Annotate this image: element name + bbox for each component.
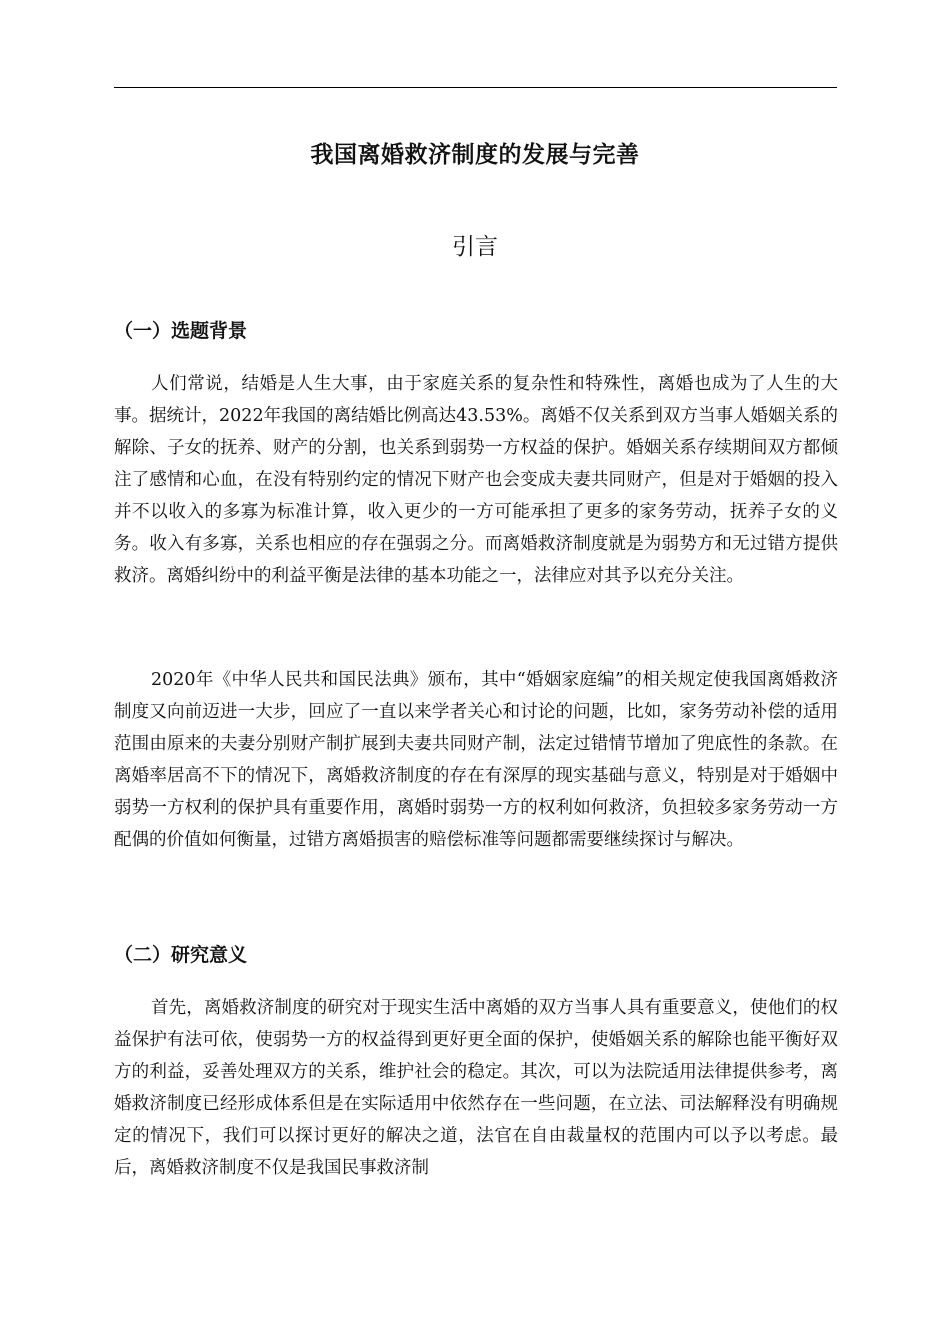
section-heading-background: （一）选题背景	[114, 320, 248, 342]
document-title: 我国离婚救济制度的发展与完善	[310, 142, 640, 168]
introduction-heading: 引言	[452, 234, 498, 260]
paragraph-background-1: 人们常说，结婚是人生大事，由于家庭关系的复杂性和特殊性，离婚也成为了人生的大事。据统计，2022年我国的离结婚比例高达43.53%。离婚不仅关系到双方当事人婚姻关系的解除、子女的抚养、财产的分割，也关系到弱势一方权益的保护。婚姻关系存续期间双方都倾注了感情和心血，在没有特别约定的情况下财产也会变成夫妻共同财产，但是对于婚姻的投入并不以收入的多寡为标准计算，收入更少的一方可能承担了更多的家务劳动，抚养子女的义务。收入有多寡，关系也相应的存在强弱之分。而离婚救济制度就是为弱势方和无过错方提供救济。离婚纠纷中的利益平衡是法律的基本功能之一，法律应对其予以充分关注。	[114, 374, 838, 586]
header-rule	[114, 87, 837, 88]
paragraph-significance-1: 首先，离婚救济制度的研究对于现实生活中离婚的双方当事人具有重要意义，使他们的权益保护有法可依，使弱势一方的权益得到更好更全面的保护，使婚姻关系的解除也能平衡好双方的利益，妥善处理双方的关系，维护社会的稳定。其次，可以为法院适用法律提供参考，离婚救济制度已经形成体系但是在实际适用中依然存在一些问题，在立法、司法解释没有明确规定的情况下，我们可以探讨更好的解决之道，法官在自由裁量权的范围内可以予以考虑。最后，离婚救济制度不仅是我国民事救济制	[114, 998, 838, 1178]
section-heading-significance: （二）研究意义	[114, 944, 248, 966]
paragraph-background-2: 2020年《中华人民共和国民法典》颁布，其中“婚姻家庭编”的相关规定使我国离婚救济制度又向前迈进一大步，回应了一直以来学者关心和讨论的问题，比如，家务劳动补偿的适用范围由原来的夫妻分别财产制扩展到夫妻共同财产制，法定过错情节增加了兜底性的条款。在离婚率居高不下的情况下，离婚救济制度的存在有深厚的现实基础与意义，特别是对于婚姻中弱势一方权利的保护具有重要作用，离婚时弱势一方的权利如何救济，负担较多家务劳动一方配偶的价值如何衡量，过错方离婚损害的赔偿标准等问题都需要继续探讨与解决。	[114, 670, 838, 850]
